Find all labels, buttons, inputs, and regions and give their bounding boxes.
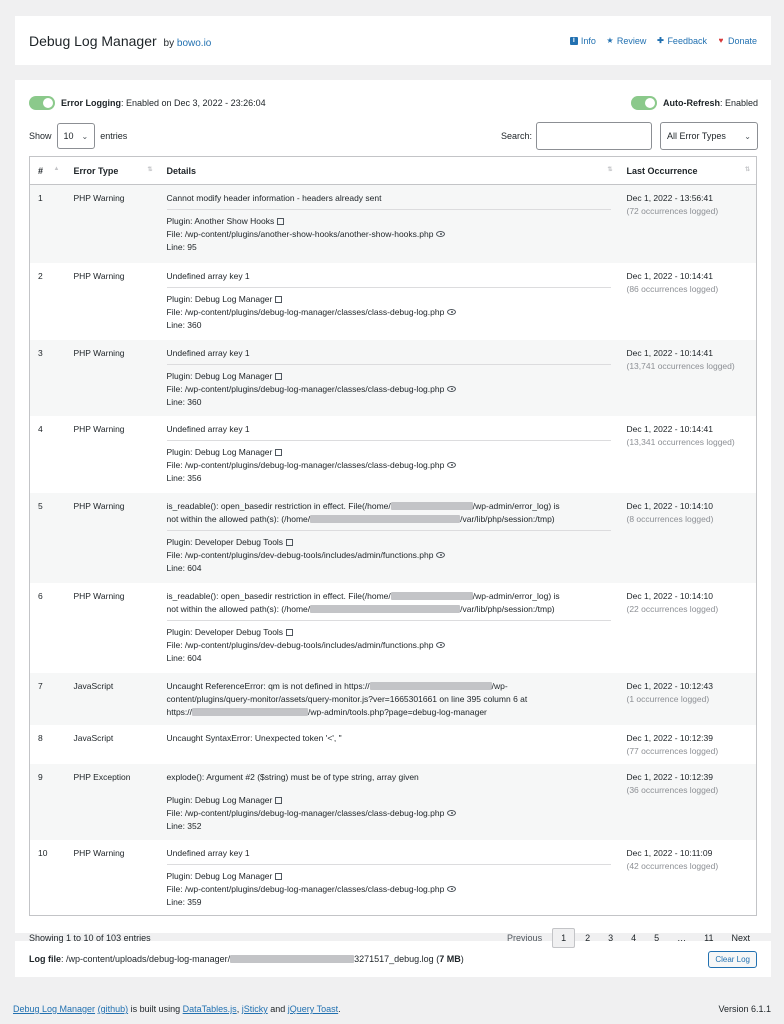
column-header-last-occurrence[interactable] — [619, 157, 757, 185]
plugin-name: Plugin: Debug Log Manager — [166, 293, 273, 304]
plugin-name: Plugin: Another Show Hooks — [166, 216, 275, 226]
error-type: PHP Warning — [73, 423, 125, 434]
table-row — [30, 185, 757, 263]
error-message-part: /wp- — [491, 680, 508, 691]
line-info: Line: 95 — [166, 242, 197, 252]
column-header-number[interactable] — [30, 157, 66, 185]
details-cell — [159, 583, 619, 673]
sort-icon: ⇅ — [607, 167, 613, 173]
feedback-link[interactable] — [656, 36, 707, 46]
error-message: Uncaught SyntaxError: Unexpected token '<', " — [166, 732, 342, 743]
file-info — [167, 883, 611, 896]
plugin-info — [167, 626, 611, 639]
app-title: Debug Log Manager — [29, 32, 157, 49]
plugin-info — [167, 536, 611, 549]
redacted-text — [192, 708, 308, 716]
external-link-icon[interactable] — [286, 629, 293, 636]
occurrence-date: Dec 1, 2022 - 10:11:09 — [626, 847, 713, 858]
log-file-size: 7 MB — [439, 954, 461, 964]
plugin-name: Plugin: Debug Log Manager — [166, 446, 273, 457]
show-label: Show — [29, 131, 52, 141]
occurrence-count: (13,341 occurrences logged) — [626, 436, 735, 447]
error-type: JavaScript — [66, 673, 159, 725]
version-label: Version 6.1.1 — [718, 1004, 771, 1014]
file-info — [167, 549, 611, 562]
occurrence-date: Dec 1, 2022 - 10:12:43 — [626, 680, 713, 691]
row-number: 2 — [38, 270, 43, 281]
page-button-5[interactable]: 5 — [654, 933, 660, 943]
page-button-3[interactable]: 3 — [608, 933, 614, 943]
error-message: Undefined array key 1 — [167, 847, 611, 865]
redacted-text — [370, 682, 492, 690]
auto-refresh-status: : Enabled — [719, 98, 758, 108]
auto-refresh-text — [663, 98, 758, 108]
auto-refresh-label: Auto-Refresh — [662, 98, 720, 108]
donate-link[interactable] — [717, 36, 757, 46]
row-number: 3 — [30, 340, 66, 416]
occurrence-cell — [619, 340, 757, 416]
eye-icon[interactable] — [447, 810, 456, 816]
row-number: 8 — [38, 732, 43, 743]
search-input[interactable] — [536, 122, 652, 150]
table-footer — [29, 926, 758, 950]
page-button-11[interactable]: 11 — [704, 933, 714, 943]
author-credit — [164, 38, 212, 49]
footer-credits: Debug Log Manager (github) is built using DataTables.js, jSticky and jQuery Toast. — [13, 1004, 341, 1014]
occurrence-cell — [619, 185, 757, 263]
file-info — [167, 228, 611, 241]
pagination — [499, 928, 758, 948]
redacted-text — [310, 515, 460, 523]
redacted-text — [391, 592, 473, 600]
line-info: Line: 356 — [166, 472, 202, 483]
header-links — [570, 36, 757, 46]
row-number: 5 — [30, 493, 66, 583]
occurrence-count: (36 occurrences logged) — [626, 784, 719, 795]
log-file-path: 3271517_debug.log ( — [354, 954, 440, 964]
line-info: Line: 360 — [166, 319, 202, 330]
clear-log-button[interactable]: Clear Log — [708, 951, 757, 968]
error-type: JavaScript — [73, 732, 114, 743]
details-cell — [159, 263, 619, 340]
error-type: PHP Warning — [66, 185, 159, 263]
eye-icon[interactable] — [447, 886, 456, 892]
error-message-part: /var/lib/php/session:/tmp) — [460, 513, 555, 524]
occurrence-cell — [619, 673, 757, 725]
external-link-icon[interactable] — [275, 797, 282, 804]
error-message-part: /wp-admin/error_log) is — [472, 590, 560, 601]
details-cell — [159, 725, 619, 764]
occurrence-date: Dec 1, 2022 - 10:14:41 — [626, 270, 713, 281]
debug-log-table — [29, 156, 757, 916]
error-message: Undefined array key 1 — [167, 347, 611, 365]
log-file-path: : /wp-content/uploads/debug-log-manager/ — [61, 954, 231, 964]
occurrence-cell — [619, 263, 757, 340]
error-message-part: https:// — [166, 706, 193, 717]
details-cell — [159, 340, 619, 416]
error-message — [167, 500, 611, 531]
jsticky-link[interactable]: jSticky — [241, 1004, 268, 1014]
column-header-details-label: Details — [166, 165, 197, 176]
occurrence-cell — [619, 764, 757, 840]
occurrence-date: Dec 1, 2022 - 10:12:39 — [626, 732, 713, 743]
page-header — [15, 16, 771, 66]
error-type: PHP Warning — [73, 847, 125, 858]
column-header-number-label: # — [38, 165, 44, 176]
occurrence-date: Dec 1, 2022 - 10:14:41 — [626, 423, 713, 434]
occurrence-count: (8 occurrences logged) — [626, 513, 714, 524]
file-path: File: /wp-content/plugins/debug-log-manager/classes/class-debug-log.php — [166, 883, 445, 894]
table-row — [30, 263, 757, 340]
table-row — [30, 493, 757, 583]
error-message-part: is_readable(): open_basedir restriction in effect. File(/home/ — [166, 500, 391, 511]
error-message: Undefined array key 1 — [167, 423, 611, 441]
auto-refresh-toggle-group — [631, 96, 758, 110]
external-link-icon[interactable] — [286, 539, 293, 546]
plugin-name: Plugin: Developer Debug Tools — [166, 626, 284, 637]
jquery-toast-link[interactable]: jQuery Toast — [287, 1004, 339, 1014]
plugin-info — [167, 215, 611, 228]
error-message: explode(): Argument #2 ($string) must be of type string, array given — [166, 771, 419, 782]
entries-value: 10 — [63, 131, 74, 141]
search-filter-controls — [501, 122, 758, 150]
file-path: File: /wp-content/plugins/dev-debug-tools/includes/admin/functions.php — [166, 549, 434, 560]
column-header-error-type-label: Error Type — [73, 165, 119, 176]
eye-icon[interactable] — [436, 552, 445, 558]
error-type: PHP Warning — [73, 270, 125, 281]
plugin-info — [167, 293, 611, 306]
line-info: Line: 352 — [166, 820, 202, 831]
plugin-info — [167, 870, 611, 883]
column-header-last-occurrence-label: Last Occurrence — [626, 165, 698, 176]
row-number: 9 — [30, 764, 66, 840]
file-path: File: /wp-content/plugins/debug-log-manager/classes/class-debug-log.php — [166, 306, 445, 317]
error-message: Cannot modify header information - headers already sent — [167, 192, 611, 210]
occurrence-date: Dec 1, 2022 - 10:14:10 — [626, 500, 713, 511]
plugin-info — [167, 446, 611, 459]
details-cell — [159, 764, 619, 840]
plugin-name: Plugin: Debug Log Manager — [166, 794, 273, 805]
file-path: File: /wp-content/plugins/another-show-hooks/another-show-hooks.php — [166, 229, 434, 239]
github-link[interactable]: (github) — [97, 1004, 129, 1014]
table-header-row — [30, 157, 757, 185]
table-row — [30, 673, 757, 725]
file-info — [167, 639, 611, 652]
error-logging-text — [61, 98, 266, 108]
occurrence-date: Dec 1, 2022 - 10:14:10 — [626, 590, 713, 601]
page-footer — [13, 1004, 771, 1014]
occurrence-date: Dec 1, 2022 - 10:12:39 — [626, 771, 713, 782]
log-file-path: ) — [460, 954, 464, 964]
occurrence-count: (13,741 occurrences logged) — [626, 360, 735, 371]
sort-icon: ⇅ — [147, 167, 153, 173]
occurrence-count: (42 occurrences logged) — [626, 860, 719, 871]
donate-link-label: Donate — [727, 35, 757, 46]
plugin-link[interactable]: Debug Log Manager — [13, 1004, 96, 1014]
eye-icon[interactable] — [447, 309, 456, 315]
chevron-down-icon: ⌄ — [81, 131, 89, 141]
star-icon: ★ — [606, 35, 614, 45]
details-cell — [159, 416, 619, 493]
line-info: Line: 604 — [166, 652, 202, 663]
error-message: Undefined array key 1 — [167, 270, 611, 288]
page-ellipsis: … — [677, 933, 687, 943]
search-label: Search: — [500, 131, 532, 141]
details-cell — [159, 185, 619, 263]
error-type-filter-value: All Error Types — [667, 131, 726, 141]
table-row — [30, 764, 757, 840]
page-title — [29, 33, 211, 49]
eye-icon[interactable] — [436, 642, 445, 648]
file-info — [167, 383, 611, 396]
redacted-text — [391, 502, 473, 510]
occurrence-cell — [619, 583, 757, 673]
error-logging-status: : Enabled on Dec 3, 2022 - 23:26:04 — [121, 98, 266, 108]
line-info: Line: 604 — [166, 562, 202, 573]
app-wrapper — [15, 16, 771, 977]
error-message-part: not within the allowed path(s): (/home/ — [166, 513, 311, 524]
external-link-icon[interactable] — [275, 873, 282, 880]
file-path: File: /wp-content/plugins/debug-log-manager/classes/class-debug-log.php — [166, 807, 445, 818]
chevron-down-icon: ⌄ — [744, 131, 751, 141]
log-file-info — [29, 954, 464, 964]
table-row — [30, 583, 757, 673]
row-number: 10 — [38, 847, 48, 858]
plus-icon: ✚ — [657, 35, 664, 45]
external-link-icon[interactable] — [275, 449, 282, 456]
page-button-2[interactable]: 2 — [585, 933, 591, 943]
file-info — [167, 306, 611, 319]
occurrence-count: (72 occurrences logged) — [626, 206, 719, 216]
occurrence-date: Dec 1, 2022 - 10:14:41 — [626, 347, 713, 358]
file-info — [167, 459, 611, 472]
error-message — [167, 680, 611, 719]
redacted-text — [230, 955, 354, 963]
previous-button[interactable]: Previous — [507, 933, 543, 943]
redacted-text — [310, 605, 460, 613]
log-file-label: Log file — [29, 954, 61, 964]
row-number: 4 — [38, 423, 43, 434]
by-label: by — [163, 37, 175, 49]
eye-icon[interactable] — [447, 386, 456, 392]
occurrence-count: (77 occurrences logged) — [626, 745, 719, 756]
occurrence-cell — [619, 493, 757, 583]
error-message-part: Uncaught ReferenceError: qm is not defined in https:// — [166, 680, 370, 691]
error-message-part: content/plugins/query-monitor/assets/query-monitor.js?ver=1665301661 on line 395 column 6 at — [166, 693, 528, 704]
error-type: PHP Warning — [66, 493, 159, 583]
toggle-row — [29, 94, 758, 112]
error-type: PHP Warning — [73, 590, 125, 601]
external-link-icon[interactable] — [277, 218, 284, 225]
plugin-name: Plugin: Developer Debug Tools — [166, 536, 284, 547]
entries-label: entries — [100, 131, 128, 141]
external-link-icon[interactable] — [275, 373, 282, 380]
error-logging-toggle-group — [29, 96, 266, 110]
and-text: and — [270, 1004, 286, 1014]
plugin-info — [167, 794, 611, 807]
plugin-name: Plugin: Debug Log Manager — [166, 370, 273, 381]
review-link[interactable] — [606, 36, 647, 46]
details-cell — [159, 493, 619, 583]
table-row — [30, 340, 757, 416]
line-info: Line: 360 — [166, 396, 202, 407]
file-info — [167, 807, 611, 820]
error-type: PHP Warning — [66, 340, 159, 416]
table-row — [30, 416, 757, 493]
eye-icon[interactable] — [447, 462, 456, 468]
heart-icon: ♥ — [718, 35, 724, 45]
plugin-name: Plugin: Debug Log Manager — [166, 870, 273, 881]
table-row — [30, 725, 757, 764]
error-type: PHP Exception — [66, 764, 159, 840]
built-with-text: is built using — [130, 1004, 181, 1014]
entries-select[interactable] — [57, 123, 96, 149]
info-icon: i — [570, 37, 578, 45]
page-button-4[interactable]: 4 — [631, 933, 637, 943]
occurrence-count: (22 occurrences logged) — [626, 603, 719, 614]
review-link-label: Review — [616, 35, 647, 46]
log-panel — [15, 80, 771, 943]
file-path: File: /wp-content/plugins/debug-log-manager/classes/class-debug-log.php — [166, 459, 445, 470]
error-message-part: /wp-admin/tools.php?page=debug-log-manager — [308, 706, 487, 717]
occurrence-cell — [619, 840, 757, 916]
column-header-error-type[interactable] — [66, 157, 159, 185]
file-path: File: /wp-content/plugins/debug-log-manager/classes/class-debug-log.php — [166, 383, 445, 394]
row-number: 1 — [30, 185, 66, 263]
entries-control — [29, 123, 127, 149]
details-cell — [159, 673, 619, 725]
datatables-link[interactable]: DataTables.js — [182, 1004, 237, 1014]
error-message-part: /wp-admin/error_log) is — [472, 500, 560, 511]
error-logging-toggle[interactable] — [29, 96, 55, 110]
row-number: 6 — [38, 590, 43, 601]
sort-icon: ⇅ — [744, 167, 750, 173]
plugin-info — [167, 370, 611, 383]
details-cell — [159, 840, 619, 916]
table-row — [30, 840, 757, 916]
error-message-part: is_readable(): open_basedir restriction in effect. File(/home/ — [166, 590, 391, 601]
table-controls — [29, 122, 758, 150]
file-path: File: /wp-content/plugins/dev-debug-tools/includes/admin/functions.php — [166, 639, 434, 650]
error-logging-label: Error Logging — [61, 98, 121, 108]
row-number: 7 — [30, 673, 66, 725]
page-button-1[interactable]: 1 — [552, 928, 575, 948]
sort-icon: ▲ — [53, 166, 60, 172]
occurrence-cell — [619, 725, 757, 764]
error-type-filter[interactable] — [660, 122, 758, 150]
column-header-details[interactable] — [159, 157, 619, 185]
error-message — [167, 590, 611, 621]
error-message-part: not within the allowed path(s): (/home/ — [166, 603, 311, 614]
error-message-part: /var/lib/php/session:/tmp) — [460, 603, 555, 614]
occurrence-count: (1 occurrence logged) — [626, 693, 710, 704]
external-link-icon[interactable] — [275, 296, 282, 303]
info-link-label: Info — [580, 35, 596, 46]
occurrence-cell — [619, 416, 757, 493]
author-link[interactable]: bowo.io — [176, 37, 212, 49]
line-info: Line: 359 — [166, 896, 202, 907]
occurrence-count: (86 occurrences logged) — [626, 283, 719, 294]
auto-refresh-toggle[interactable] — [631, 96, 657, 110]
info-link[interactable] — [570, 36, 596, 46]
eye-icon[interactable] — [436, 231, 445, 237]
next-button[interactable]: Next — [731, 933, 750, 943]
feedback-link-label: Feedback — [667, 35, 707, 46]
entries-info: Showing 1 to 10 of 103 entries — [29, 933, 151, 943]
occurrence-date: Dec 1, 2022 - 13:56:41 — [626, 193, 713, 203]
